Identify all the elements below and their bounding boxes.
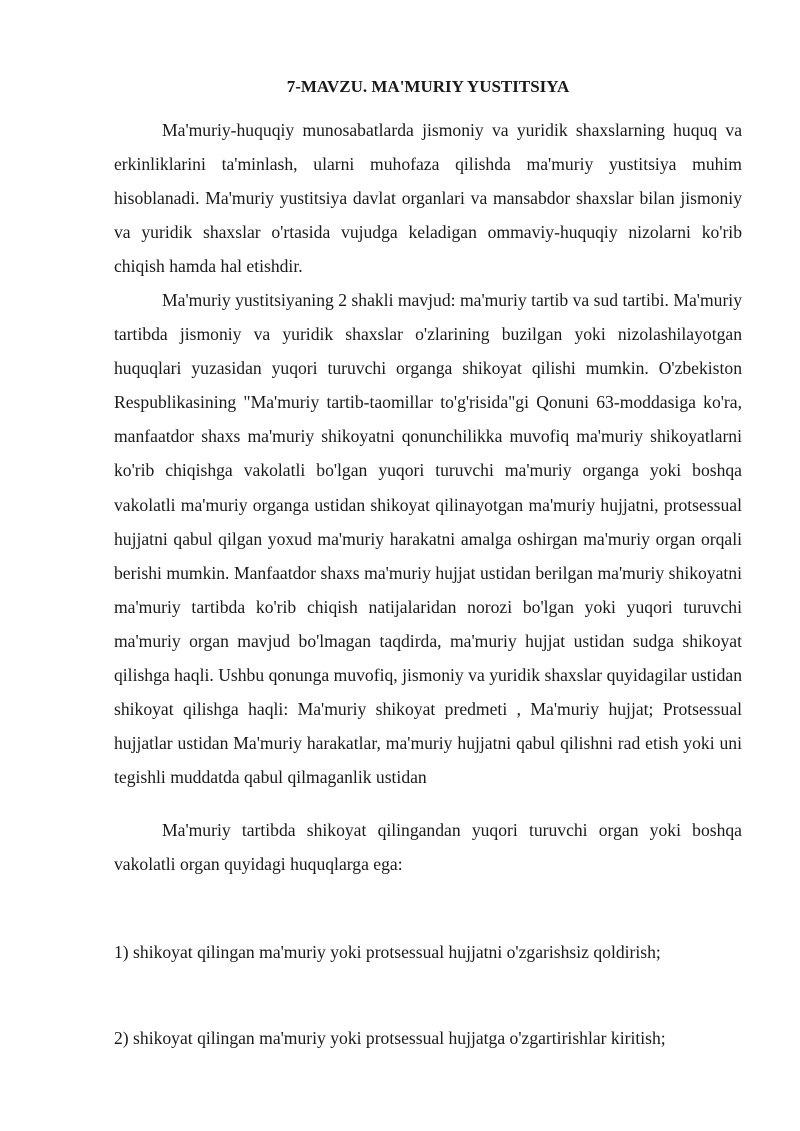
list-item: 1) shikoyat qilingan ma'muriy yoki protsessual hujjatni o'zgarishsiz qoldirish; bbox=[114, 942, 661, 962]
body-paragraph: Ma'muriy yustitsiyaning 2 shakli mavjud: ma'muriy tartib va sud tartibi. Ma'muriy tartibda jismoniy va yuridik shaxslar o'zlarining buzilgan yoki nizolashilayotgan huquqlari yuzasidan yuqori turuvchi organga shikoyat qilishi mumkin. O'zbekiston Respublikasining "Ma'muriy tartib-taomillar to'g'risida"gi Qonuni 63-moddasiga ko'ra, manfaatdor shaxs ma'muriy shikoyatni qonunchilikka muvofiq ma'muriy shikoyatlarni ko'rib chiqishga vakolatli bo'lgan yuqori turuvchi ma'muriy organga yoki boshqa vakolatli ma'muriy organga ustidan shikoyat qilinayotgan ma'muriy hujjatni, protsessual hujjatni qabul qilgan yoxud ma'muriy harakatni amalga oshirgan ma'muriy organ orqali berishi mumkin. Manfaatdor shaxs ma'muriy hujjat ustidan berilgan ma'muriy shikoyatni ma'muriy tartibda ko'rib chiqish natijalaridan norozi bo'lgan yoki yuqori turuvchi ma'muriy organ mavjud bo'lmagan taqdirda, ma'muriy hujjat ustidan sudga shikoyat qilishga haqli. Ushbu qonunga muvofiq, jismoniy va yuridik shaxslar quyidagilar ustidan shikoyat qilishga haqli: Ma'muriy shikoyat predmeti , Ma'muriy hujjat; Protsessual hujjatlar ustidan Ma'muriy harakatlar, ma'muriy hujjatni qabul qilishni rad etish yoki uni tegishli muddatda qabul qilmaganlik ustidan bbox=[114, 290, 742, 788]
body-paragraph: Ma'muriy tartibda shikoyat qilingandan yuqori turuvchi organ yoki boshqa vakolatli organ quyidagi huquqlarga ega: bbox=[114, 820, 742, 875]
page-title: 7-MAVZU. MA'MURIY YUSTITSIYA bbox=[286, 77, 570, 96]
body-paragraph: Ma'muriy-huquqiy munosabatlarda jismoniy va yuridik shaxslarning huquq va erkinliklarini ta'minlash, ularni muhofaza qilishda ma'muriy yustitsiya muhim hisoblanadi. Ma'muriy yustitsiya davlat organlari va mansabdor shaxslar bilan jismoniy va yuridik shaxslar o'rtasida vujudga keladigan ommaviy-huquqiy nizolarni ko'rib chiqish hamda hal etishdir. bbox=[114, 120, 742, 277]
list-item: 2) shikoyat qilingan ma'muriy yoki protsessual hujjatga o'zgartirishlar kiritish; bbox=[114, 1028, 666, 1048]
